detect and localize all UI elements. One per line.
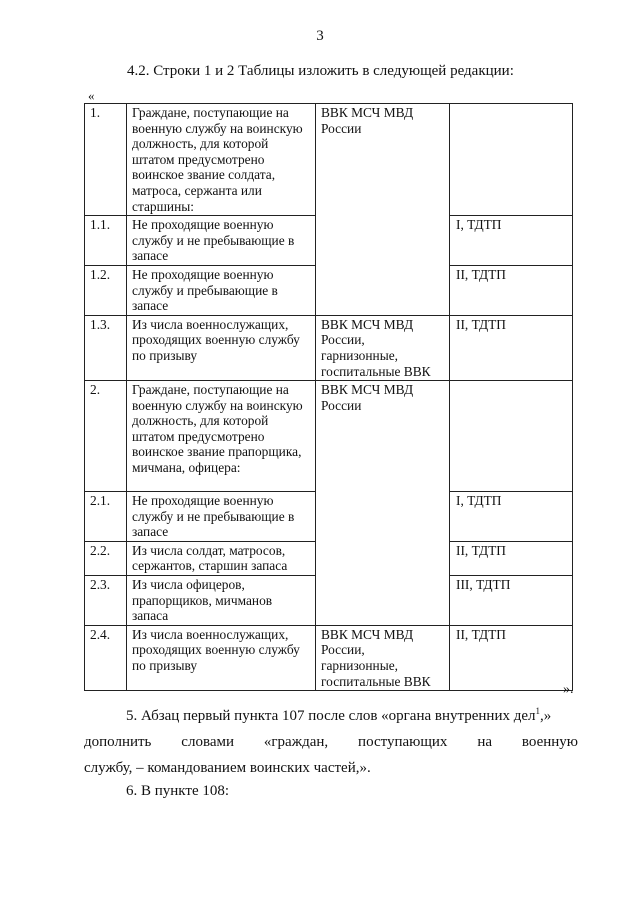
medical-commission-table <box>84 103 573 691</box>
table-row <box>85 381 573 492</box>
row-fitness-group: II, ТДТП <box>450 315 573 380</box>
row-commission: ВВК МСЧ МВД России, гарнизонные, госпитальные ВВК <box>316 315 450 380</box>
row-commission: ВВК МСЧ МВД России, гарнизонные, госпитальные ВВК <box>316 625 450 690</box>
row-category: Из числа военнослужащих, проходящих военную службу по призыву <box>127 625 316 690</box>
row-fitness-group: II, ТДТП <box>450 541 573 575</box>
row-fitness-group <box>450 104 573 216</box>
row-commission: ВВК МСЧ МВД России <box>316 381 450 626</box>
row-fitness-group: II, ТДТП <box>450 265 573 315</box>
row-number: 1. <box>85 104 127 216</box>
row-category: Не проходящие военную службу и пребывающие в запасе <box>127 265 316 315</box>
row-category: Из числа солдат, матросов, сержантов, старшин запаса <box>127 541 316 575</box>
table-row <box>85 625 573 690</box>
row-category: Из числа офицеров, прапорщиков, мичманов запаса <box>127 576 316 626</box>
row-number: 1.1. <box>85 216 127 266</box>
row-number: 2. <box>85 381 127 492</box>
paragraph-5-line-1-end: ,» <box>540 708 552 724</box>
paragraph-5-line-3: службу, – командованием воинских частей,». <box>84 760 371 776</box>
page-number: 3 <box>316 28 324 44</box>
row-number: 1.2. <box>85 265 127 315</box>
table-row <box>85 315 573 380</box>
paragraph-6: 6. В пункте 108: <box>126 783 230 799</box>
row-number: 2.1. <box>85 492 127 542</box>
paragraph-5-line-1-text: 5. Абзац первый пункта 107 после слов «органа внутренних дел <box>126 708 536 724</box>
row-fitness-group: I, ТДТП <box>450 216 573 266</box>
row-category: Граждане, поступающие на военную службу на воинскую должность, для которой штатом предусмотрено воинское звание прапорщика, мичмана, офицера: <box>127 381 316 492</box>
row-number: 1.3. <box>85 315 127 380</box>
row-fitness-group: II, ТДТП <box>450 625 573 690</box>
row-category: Не проходящие военную службу и не пребывающие в запасе <box>127 492 316 542</box>
row-fitness-group: III, ТДТП <box>450 576 573 626</box>
row-category: Из числа военнослужащих, проходящих военную службу по призыву <box>127 315 316 380</box>
table-row <box>85 104 573 216</box>
row-number: 2.4. <box>85 625 127 690</box>
row-commission: ВВК МСЧ МВД России <box>316 104 450 316</box>
row-category: Не проходящие военную службу и не пребывающие в запасе <box>127 216 316 266</box>
row-number: 2.3. <box>85 576 127 626</box>
amendment-intro: 4.2. Строки 1 и 2 Таблицы изложить в следующей редакции: <box>127 63 514 79</box>
paragraph-5-line-1 <box>84 703 578 729</box>
footnote-marker: 1 <box>535 706 541 716</box>
row-number: 2.2. <box>85 541 127 575</box>
paragraph-5 <box>84 703 578 781</box>
row-fitness-group: I, ТДТП <box>450 492 573 542</box>
row-category: Граждане, поступающие на военную службу на воинскую должность, для которой штатом предусмотрено воинское звание солдата, матроса, сержанта или старшины: <box>127 104 316 216</box>
paragraph-5-line-2: дополнить словами «граждан, поступающих на военную <box>84 734 578 750</box>
opening-quote: « <box>88 88 95 103</box>
row-fitness-group <box>450 381 573 492</box>
closing-quote: ». <box>563 682 574 697</box>
